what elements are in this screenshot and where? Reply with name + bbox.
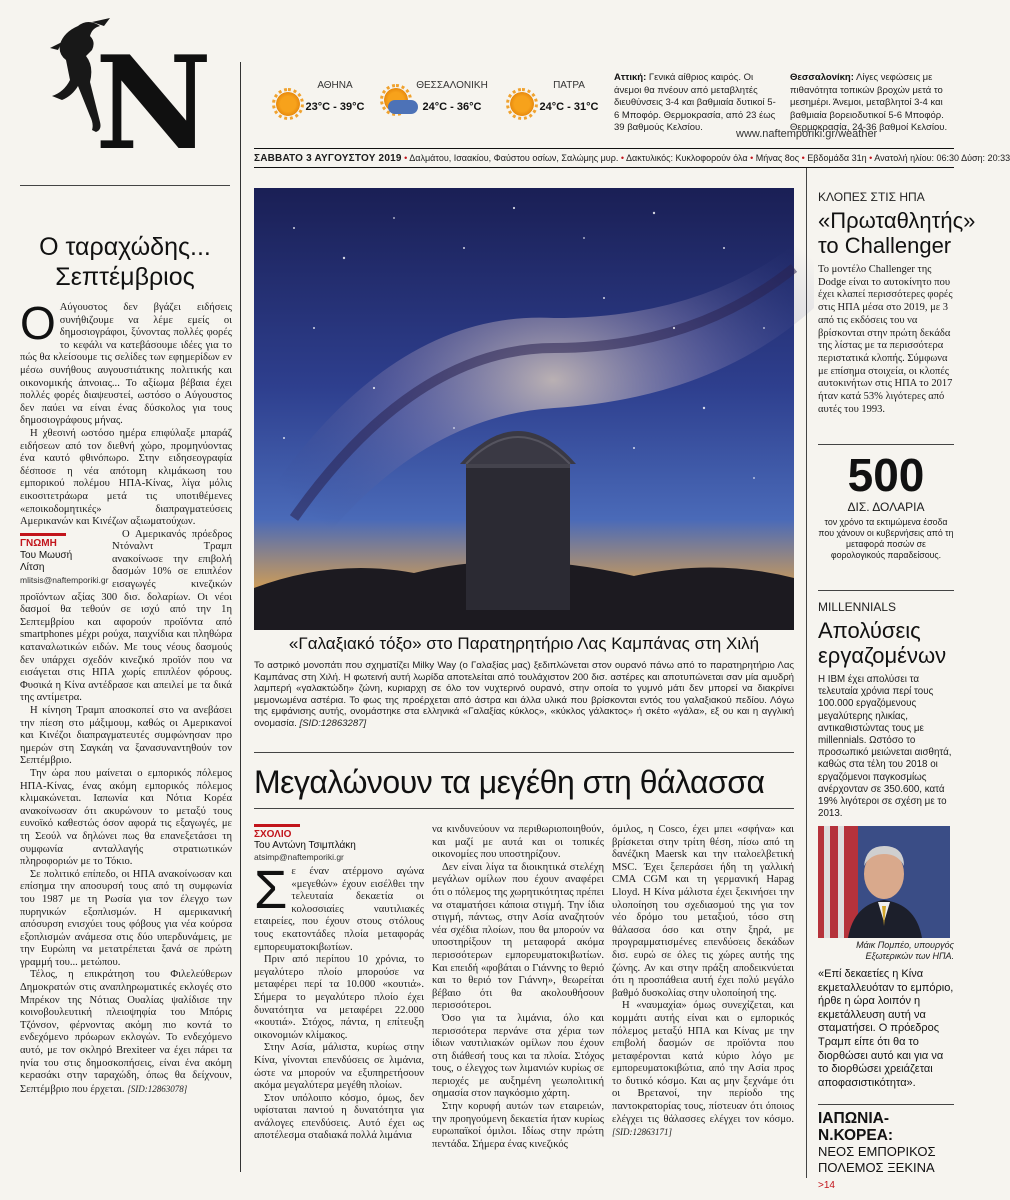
city-temp: 23°C - 39°C	[305, 101, 365, 113]
paragraph: Στην κορυφή αυτών των εταιρειών, την προηγούμενη δεκαετία ήταν κυρίως ευρωπαϊκοί όμιλοι. Ιδίως στην πρώτη πεντάδα. Σήμερα ένας κινεζικός	[432, 1101, 604, 1150]
sun-icon	[506, 88, 538, 120]
portrait-caption	[818, 940, 954, 962]
weather-text: Γενικά αίθριος καιρός. Οι άνεμοι θα πνέουν από μεταβλητές διευθύνσεις 3-4 και βαθμιαία δυτικοί 5-6 Μποφόρ. Θερμοκρασία, από 23 έως 39 βαθμούς Κελσίου.	[614, 72, 776, 133]
caption-text: Το αστρικό μονοπάτι που σχηματίζει Milky Way (ο Γαλαξίας μας) ξεδιπλώνεται στον ουρανό πάνω από το παρατηρητήριο Λας Καμπάνας στη Χιλή. Η φωτεινή αυτή λωρίδα αποτελείται από τουλάχιστον 200 δισ. αστέρες και αποτυπώνεται σαν μία αμυδρή λαμπερή «γαλακτώδη» ζώνη, κυριαρχη σε όλο τον νυχτερινό ουρανό, στην οποία το γυμνό μάτι δεν μπορεί να διακρίνει μεμονωμένα αστέρια. Το φως της προέρχεται από άστρα και άλλα υλικά που βρίσκονται εντός του γαλαξιακού πεδίου. Λόγω της εμφάνισης αυτής, ονομάστηκε στα ελληνικά «Γαλαξίας κύκλος», «κύκλος γάλακτος» ή σκέτο «γάλα», εξ ου και η αγγλική ονομασία.	[254, 660, 794, 729]
figure-unit: ΔΙΣ. ΔΟΛΑΡΙΑ	[847, 500, 925, 514]
sid: [SID:12863171]	[612, 1127, 672, 1138]
divider	[818, 1104, 954, 1105]
dateline-moon: Μήνας 8ος	[755, 153, 800, 163]
kicker: MILLENNIALS	[818, 600, 897, 614]
paragraph: Δεν είναι λίγα τα διοικητικά στελέχη μεγάλων ομίλων που έχουν αναφέρει ότι ο πόλεμος της χωρητικότητας πρέπει να σταματήσει κάποια στιγμή. Την ίδια στιγμή, πάντως, στην Ασία αναζητούν νέα σχέδια πλοίων, που θα μπορούν να υποστηρίξουν τη μεταφορά ακόμα περισσότερων εμπορευματοκιβωτίων. Και επειδή «φοβάται ο Γιάννης το θεριό και το θεριό τον Γιάννη», θεωρείται βέβαιο ότι θα ακολουθήσουν περισσότεροι.	[432, 861, 604, 1012]
figure-box	[818, 449, 954, 561]
byline-author: Του Μωυσή	[20, 550, 73, 562]
pompeo-portrait	[818, 826, 950, 938]
paragraph: Η χθεσινή ωστόσο ημέρα επιφύλαξε μπαράζ ειδήσεων από τον διεθνή χώρο, προμηνύοντας ένα καυτό φθινόπωρο. Στην ειδησεογραφία δέσποσε η νέα απότομη κλιμάκωση του εμπορικού πολέμου ΗΠΑ-Κίνας, λίγα μόλις εικοσιτετράωρα μετά τις υποτιθέμενες «εποικοδομητικές» διαπραγματεύσεις Αμερικανών και Κινέζων αξιωματούχων.	[20, 427, 232, 528]
caption-role: υπουργός Εξωτερικών των ΗΠΑ.	[865, 940, 954, 961]
weather-url[interactable]: www.naftemporiki.gr/weather	[736, 128, 878, 140]
paragraph: Πριν από περίπου 10 χρόνια, το μεγαλύτερο πλοίο μπορούσε να μεταφέρει περί τα 10.000 «κουτιά». Σήμερα το μεγαλύτερο πλοίο έχει δυνατότητα να μεταφέρει 22.000 «κουτιά». Στόχος, πάντα, η επίτευξη οικονομιών κλίμακος.	[254, 954, 424, 1041]
weather-athens	[302, 80, 368, 113]
column-divider	[240, 62, 241, 1172]
byline-author: Λίτση	[20, 562, 45, 574]
headline: εργαζομένων	[818, 643, 947, 668]
page-reference[interactable]: >14	[818, 1180, 835, 1191]
title-line: Ο ταραχώδης...	[39, 233, 211, 261]
photo-caption-body	[254, 660, 794, 730]
body: Το μοντέλο Challenger της Dodge είναι το αυτοκίνητο που έχει κλαπεί περισσότερες φορές στις ΗΠΑ μέσα στο 2019, με 3 από τις εκδόσεις του να βρίσκονται στην πρώτη δεκάδα της λίστας με τα περισσότερα περιστατικά κλοπής. Σύμφωνα με επίσημα στοιχεία, οι κλοπές αυτοκινήτων στις ΗΠΑ το 2017 ήταν κατά 53% λιγότερες από αυτές του 1993.	[818, 264, 953, 415]
teaser-subline: ΝΕΟΣ ΕΜΠΟΡΙΚΟΣ	[818, 1144, 936, 1159]
left-article-body	[20, 297, 232, 1170]
dateline-week: Εβδομάδα 31η	[807, 153, 867, 163]
headline: Απολύσεις	[818, 618, 921, 643]
divider	[254, 808, 794, 809]
sea-column-2	[432, 824, 604, 1172]
sid: [SID:12863287]	[299, 717, 367, 729]
headline: το Challenger	[818, 233, 952, 258]
sea-column-3	[612, 824, 794, 1172]
paragraph: Σε πολιτικό επίπεδο, οι ΗΠΑ ανακοίνωσαν και επίσημα την αποσυρσή τους από τη συμφωνία του 1987 με τη Ρωσία για τον έλεγχο των πυρηνικών εξοπλισμών. Η αμερικανική απόσυρση ενισχύει τους φόβους για νέα κούρσα εξοπλισμών ανάμεσα στις δύο υπερδυνάμεις, με την Ευρώπη να μετατρέπεται ξανά σε πρώτη γραμμή του... μετώπου.	[20, 868, 232, 968]
paragraph: Τέλος, η επικράτηση του Φιλελεύθερων Δημοκρατών στις αναπληρωματικές εκλογές στο Μπρέκον της Νότιας Ουαλίας ψαλίδισε την κοινοβουλευτική πλειοψηφία του Μπόρις Τζόνσον, φέρνοντας ακόμη πιο κοντά το ενδεχόμενο πρόωρων εκλογών. Το ενδεχόμενο αυτό, με τον σκληρό Brexiteer να έχει πάρει τα ηνία του στις δημοσκοπήσεις, είναι ένα ακόμη κερασάκι στην ταραχώδη, όπως θα δείχνουν, Σεπτέμβριο που έρχεται.	[20, 969, 232, 1095]
teaser-headline: ΙΑΠΩΝΙΑ-Ν.ΚΟΡΕΑ:	[818, 1110, 894, 1144]
photo-caption-title: «Γαλαξιακό τόξο» στο Παρατηρητήριο Λας Καμπάνας στη Χιλή	[288, 634, 760, 653]
city-name: ΠΑΤΡΑ	[553, 80, 585, 91]
headline: «Πρωταθλητής»	[818, 208, 976, 233]
weather-label: Θεσσαλονίκη:	[790, 72, 854, 83]
byline-email[interactable]: atsimp@naftemporiki.gr	[254, 852, 344, 862]
weather-text: Λίγες νεφώσεις με πιθανότητα τοπικών βροχών μετά το μεσημέρι. Άνεμοι, μεταβλητοί 3-4 και βαθμιαία βορειοδυτικοί 5-6 Μποφόρ. Θερμοκρασία, 24-36 βαθμοί Κελσίου.	[790, 72, 948, 133]
dateline-sun: Ανατολή ηλίου: 06:30 Δύση: 20:33	[874, 153, 1010, 163]
city-temp: 24°C - 31°C	[539, 101, 599, 113]
weather-label: Αττική:	[614, 72, 647, 83]
milky-way-photo	[254, 188, 794, 630]
weather-attica	[614, 72, 780, 135]
paragraph: ε έναν ατέρμονο αγώνα «μεγεθών» έχουν εισέλθει την τελευταία δεκαετία οι κολοσσιαίες ναυτιλιακές εταιρείες, που έχουν στους στόλους τους εκατοντάδες πλοία μεταφοράς εμπορευματοκιβωτίων.	[254, 866, 424, 953]
sea-column-1	[254, 860, 424, 1172]
paragraph: να κινδυνεύουν να περιθωριοποιηθούν, και μαζί με αυτά και οι τοπικές οικονομίες που υποστηρίζουν.	[432, 824, 604, 861]
weather-thessaloniki	[410, 80, 494, 113]
byline	[20, 533, 109, 587]
figure-number: 500	[847, 449, 925, 501]
sea-article-headline: Μεγαλώνουν τα μεγέθη στη θάλασσα	[254, 764, 765, 800]
paragraph: Στον υπόλοιπο κόσμο, όμως, δεν υφίσταται παντού η δυνατότητα για ανάλογες επενδύσεις. Αυτό έχει ως αποτέλεσμα σταδιακά πολλά λιμάνια	[254, 1092, 424, 1142]
sun-icon	[272, 88, 304, 120]
paragraph: Την ώρα που μαίνεται ο εμπορικός πόλεμος ΗΠΑ-Κίνας, ένας ακόμη εμπορικός πόλεμος κλιμακώνεται. Ιαπωνία και Νότια Κορέα ανακοίνωσαν ότι ακυρώνουν το μεταξύ τους ευνοϊκό καθεστώς όσον αφορά τις εξαγωγές, με τη Σεούλ να δηλώνει πως θα επανεξετάσει τη συμφωνία ανταλλαγής στρατιωτικών πληροφοριών με το Τόκιο.	[20, 767, 232, 868]
bottom-teaser[interactable]	[818, 1110, 954, 1194]
dateline: ΣΑΒΒΑΤΟ 3 ΑΥΓΟΥΣΤΟΥ 2019 • Δαλμάτου, Ισαακίου, Φαύστου οσίων, Σαλώμης μυρ. • Δακτυλικός: Κυκλοφορούν όλα • Μήνας 8ος • Εβδομάδα 31η • Ανατολή ηλίου: 06:30 Δύση: 20:33	[254, 148, 954, 168]
kicker: ΚΛΟΠΕΣ ΣΤΙΣ ΗΠΑ	[818, 190, 925, 204]
divider	[254, 752, 794, 753]
weather-thessaloniki-text	[790, 72, 954, 135]
dateline-date: ΣΑΒΒΑΤΟ 3 ΑΥΓΟΥΣΤΟΥ 2019	[254, 153, 402, 164]
divider	[818, 590, 954, 591]
paragraph: Ο Αμερικανός πρόεδρος Ντόναλντ Τραμπ ανακοίνωσε την επιβολή δασμών 10% σε επιπλέον εισαγωγές κινεζικών προϊόντων αξίας 300 δισ. δολαρίων. Οι νέοι δασμοί θα τεθούν σε ισχύ από την 1η Σεπτεμβρίου και αφορούν προϊόντα από smartphones μέχρι ρούχα, παιχνίδια και πληθώρα καταναλωτικών ειδών. Με τους νέους δασμούς δεν υπάρχει σχεδόν κινεζικό προϊόν που να εισάγεται στις ΗΠΑ χωρίς επιπλέον φόρους. Φυσικά η Κίνα αντέδρασε και απειλεί με τα δικά της αντίμετρα.	[20, 528, 232, 704]
paragraph: Η κίνηση Τραμπ αποσκοπεί στο να ανεβάσει την πίεση στο μάξιμουμ, καθώς οι Αμερικανοί και Κινέζοι διαπραγματευτές συμφώνησαν προ ημερών στη Σαγκάη να ξανασυναντηθούν τον Σεπτέμβριο.	[20, 705, 232, 767]
byline-kicker: ΣΧΟΛΙΟ	[254, 824, 300, 840]
byline	[254, 824, 424, 862]
teaser-subline-text: ΠΟΛΕΜΟΣ ΞΕΚΙΝΑ	[818, 1160, 934, 1175]
body: Η IBM έχει απολύσει τα τελευταία χρόνια περί τους 100.000 εργαζόμενους μεγαλύτερης ηλικίας, αντικαθιστώντας τους με millennials. Ωστόσο το προσωπικό μειώνεται αισθητά, καθώς στα τέλη του 2018 οι εργαζόμενοι παγκοσμίως ανέρχονταν σε 350.600, κατά 19% λιγότεροι σε σχέση με το 2013.	[818, 674, 952, 820]
millennials-box	[818, 600, 954, 820]
dropcap: Σ	[254, 860, 288, 920]
paragraph: Αύγουστος δεν βγάζει ειδήσεις συνήθιζουμε να λέμε εμείς οι δημοσιογράφοι, ξύνοντας πολλές φορές το κεφάλι να κατεβάσουμε ιδέες για το πώς θα κλείσουμε τις σελίδες των εφημερίδων εν μέσω συνήθους αυγουστιάτικης πολιτικής και οικονομικής άπνοιας... Το αξίωμα βέβαια έχει πολλές φορές διαψευστεί, ωστόσο ο Αύγουστος δεν παύει να είναι ένας δύσκολος για τους δημοσιογράφους μήνας.	[20, 302, 232, 427]
figure-text: τον χρόνο τα εκτιμώμενα έσοδα που χάνουν οι κυβερνήσεις από τη μεταφορά ποσών σε φορολογικούς παραδείσους.	[818, 517, 954, 560]
paragraph: Στην Ασία, μάλιστα, κυρίως στην Κίνα, γίνονται επενδύσεις σε λιμάνια, ώστε να μπορούν να εξυπηρετήσουν ακόμα μεγαλύτερα μεγέθη πλοίων.	[254, 1042, 424, 1092]
city-temp: 24°C - 36°C	[422, 101, 482, 113]
challenger-box	[818, 190, 976, 416]
weather-patra	[536, 80, 602, 113]
divider	[20, 185, 230, 186]
paragraph: όμιλος, η Cosco, έχει μπει «σφήνα» και βρίσκεται στην τρίτη θέση, πίσω από τη δανέζικη Maersk και την ιταλοελβετική MSC. Έχει ξεπεράσει ήδη τη γαλλική CMA CGM και τη γερμανική Hapag Lloyd. Η Κίνα μάλιστα έχει ξεκινήσει την υλοποίηση του σχεδιασμού της για τον νέο δρόμο του μεταξιού, τόσο στη θάλασσα όσο και στην ξηρά, με προγραμματισμένες επενδύσεις δεκάδων δισ. ευρώ σε όλες τις χώρες αυτής της ζώνης. Αν και στην πράξη αποδεικνύεται ότι η προσπάθεια αυτή έχει πολύ μεγάλο βαθμό δυσκολίας στην υλοποίησή της.	[612, 824, 794, 999]
dateline-saints: Δαλμάτου, Ισαακίου, Φαύστου οσίων, Σαλώμης μυρ.	[409, 153, 619, 163]
title-line: Σεπτέμβριος	[55, 263, 195, 291]
sun-cloud-icon	[380, 84, 412, 116]
teaser-subline	[818, 1160, 954, 1194]
dropcap: Ο	[20, 297, 56, 349]
left-article-title	[20, 232, 230, 292]
column-divider	[806, 168, 807, 1178]
byline-kicker: ΓΝΩΜΗ	[20, 533, 66, 551]
paragraph: Όσο για τα λιμάνια, όλο και περισσότερα περνάνε στα χέρια των ίδιων ναυτιλιακών ομίλων που έχουν στη διάθεσή τους και τα πλοία. Στόχος τους, ο έλεγχος των λιμανιών κυρίως σε περιοχές με αυξημένη γεωπολιτική σημασία στον παγκόσμιο χάρτη.	[432, 1012, 604, 1100]
divider	[818, 444, 954, 445]
pompeo-quote: «Επί δεκαετίες η Κίνα εκμεταλλευόταν το εμπόριο, ήρθε η ώρα λοιπόν η εκμετάλλευση αυτή να σταματήσει. Ο πρόεδρος Τραμπ είπε ότι θα το διορθώσει αυτό και για να το διορθώσει χρειάζεται αποφασιστικότητα».	[818, 968, 954, 1089]
city-name: ΘΕΣΣΑΛΟΝΙΚΗ	[416, 80, 488, 91]
dateline-finger: Δακτυλικός: Κυκλοφορούν όλα	[626, 153, 748, 163]
paragraph: Η «ναυμαχία» όμως συνεχίζεται, και κομμάτι αυτής είναι και ο εμπορικός πόλεμος μεταξύ ΗΠΑ και Κίνας με την επιβολή δασμών σε προϊόντα που μεταφέρονται κατά κύριο λόγο με εμπορευματοκιβώτια, από την Ασία προς το δυτικό κόσμο. Και ας μην ξεχνάμε ότι οι Βρετανοί, την περίοδο της παντοκρατορίας τους, πίστευαν ότι όποιος ελέγχει τις θάλασσες ελέγχει τον κόσμο.	[612, 1000, 794, 1125]
city-name: ΑΘΗΝΑ	[317, 80, 353, 91]
masthead-logo: N	[95, 29, 212, 179]
byline-author: Του Αντώνη Τσιμπλάκη	[254, 840, 356, 851]
byline-email[interactable]: mlitsis@naftemporiki.gr	[20, 575, 109, 586]
caption-name: Μάικ Πομπέο,	[856, 940, 912, 950]
sid: [SID:12863078]	[127, 1083, 188, 1094]
